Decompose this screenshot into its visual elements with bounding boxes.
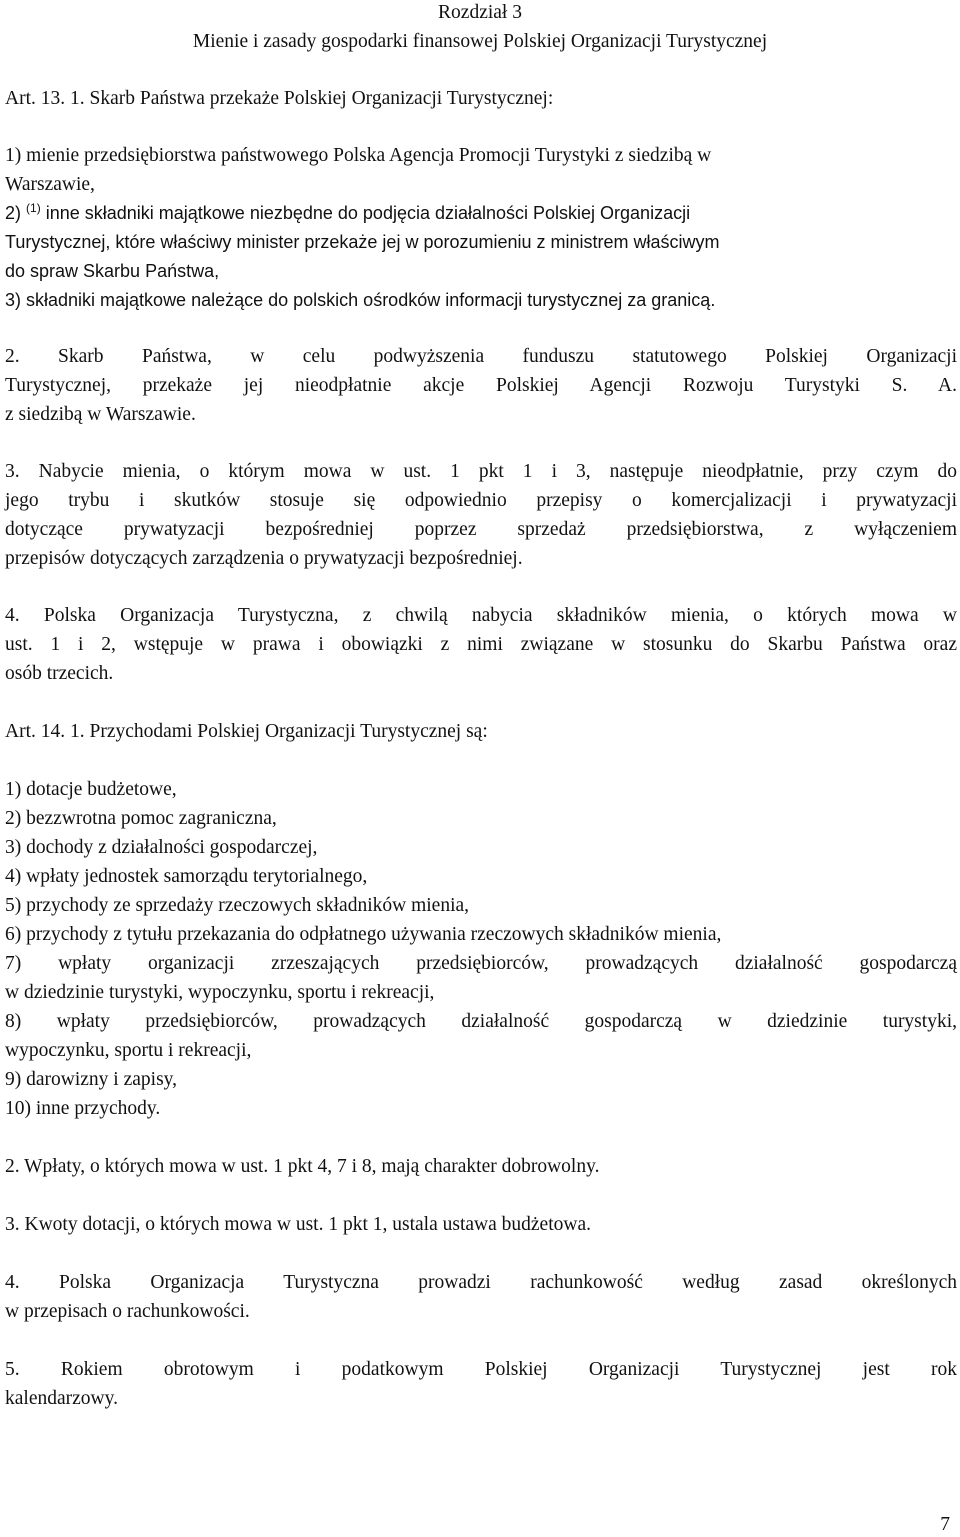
art13-item-1-line-1: 1) mienie przedsiębiorstwa państwowego Polska Agencja Promocji Turystyki z siedzibą w xyxy=(5,145,712,166)
art13-p2-line-3: z siedzibą w Warszawie. xyxy=(5,404,196,425)
art14-p5-line-2: kalendarzowy. xyxy=(5,1388,118,1409)
art13-item-2-line-2: Turystycznej, które właściwy minister przekaże jej w porozumieniu z ministrem właściwym xyxy=(5,232,720,252)
art13-p2-line-2: Turystycznej, przekaże jej nieodpłatnie akcje Polskiej Agencji Rozwoju Turystyki S. A. xyxy=(5,375,957,396)
art13-p3-line-4: przepisów dotyczących zarządzenia o prywatyzacji bezpośredniej. xyxy=(5,548,523,569)
art13-p4-line-2: ust. 1 i 2, wstępuje w prawa i obowiązki z nimi związane w stosunku do Skarbu Państwa oraz xyxy=(5,634,957,655)
art14-item: 7) wpłaty organizacji zrzeszających przedsiębiorców, prowadzących działalność gospodarczą xyxy=(5,953,957,974)
art14-item: 3) dochody z działalności gospodarczej, xyxy=(5,837,318,858)
art13-item-1-line-2: Warszawie, xyxy=(5,174,95,195)
art14-item: 9) darowizny i zapisy, xyxy=(5,1069,178,1090)
art13-p3-line-1: 3. Nabycie mienia, o którym mowa w ust. 1 pkt 1 i 3, następuje nieodpłatnie, przy czym do xyxy=(5,461,957,482)
art13-item-2-line-3: do spraw Skarbu Państwa, xyxy=(5,261,220,281)
art14-item: 1) dotacje budżetowe, xyxy=(5,779,177,800)
art13-p4-line-1: 4. Polska Organizacja Turystyczna, z chwilą nabycia składników mienia, o których mowa w xyxy=(5,605,957,626)
art13-p3-line-2: jego trybu i skutków stosuje się odpowiednio przepisy o komercjalizacji i prywatyzacji xyxy=(5,490,957,511)
art13-item-2-line-1 xyxy=(5,201,690,225)
art13-item-3: 3) składniki majątkowe należące do polskich ośrodków informacji turystycznej za granicą. xyxy=(5,290,716,310)
art14-item: 2) bezzwrotna pomoc zagraniczna, xyxy=(5,808,277,829)
art13-p2-line-1: 2. Skarb Państwa, w celu podwyższenia funduszu statutowego Polskiej Organizacji xyxy=(5,346,957,367)
item-2-number: 2) xyxy=(5,203,22,223)
art14-item: 5) przychody ze sprzedaży rzeczowych składników mienia, xyxy=(5,895,470,916)
art14-item-continuation: w dziedzinie turystyki, wypoczynku, sportu i rekreacji, xyxy=(5,982,435,1003)
art14-item: 6) przychody z tytułu przekazania do odpłatnego używania rzeczowych składników mienia, xyxy=(5,924,722,945)
item-2-text: inne składniki majątkowe niezbędne do podjęcia działalności Polskiej Organizacji xyxy=(45,203,691,223)
art14-item: 4) wpłaty jednostek samorządu terytorialnego, xyxy=(5,866,368,887)
chapter-number: Rozdział 3 xyxy=(438,2,522,23)
page-number: 7 xyxy=(940,1514,950,1535)
art14-intro: Art. 14. 1. Przychodami Polskiej Organizacji Turystycznej są: xyxy=(5,721,488,742)
art14-p2: 2. Wpłaty, o których mowa w ust. 1 pkt 4, 7 i 8, mają charakter dobrowolny. xyxy=(5,1156,600,1177)
art14-p4-line-2: w przepisach o rachunkowości. xyxy=(5,1301,250,1322)
art13-p3-line-3: dotyczące prywatyzacji bezpośredniej poprzez sprzedaż przedsiębiorstwa, z wyłączeniem xyxy=(5,519,957,540)
art14-item: 10) inne przychody. xyxy=(5,1098,161,1119)
art13-p4-line-3: osób trzecich. xyxy=(5,663,114,684)
footnote-marker: (1) xyxy=(26,201,41,215)
art14-item: 8) wpłaty przedsiębiorców, prowadzących działalność gospodarczą w dziedzinie turystyki, xyxy=(5,1011,957,1032)
art13-intro: Art. 13. 1. Skarb Państwa przekaże Polskiej Organizacji Turystycznej: xyxy=(5,88,554,109)
art14-p4-line-1: 4. Polska Organizacja Turystyczna prowadzi rachunkowość według zasad określonych xyxy=(5,1272,957,1293)
art14-item-continuation: wypoczynku, sportu i rekreacji, xyxy=(5,1040,252,1061)
art14-p5-line-1: 5. Rokiem obrotowym i podatkowym Polskiej Organizacji Turystycznej jest rok xyxy=(5,1359,957,1380)
art14-p3: 3. Kwoty dotacji, o których mowa w ust. 1 pkt 1, ustala ustawa budżetowa. xyxy=(5,1214,591,1235)
chapter-title: Mienie i zasady gospodarki finansowej Polskiej Organizacji Turystycznej xyxy=(192,31,768,52)
